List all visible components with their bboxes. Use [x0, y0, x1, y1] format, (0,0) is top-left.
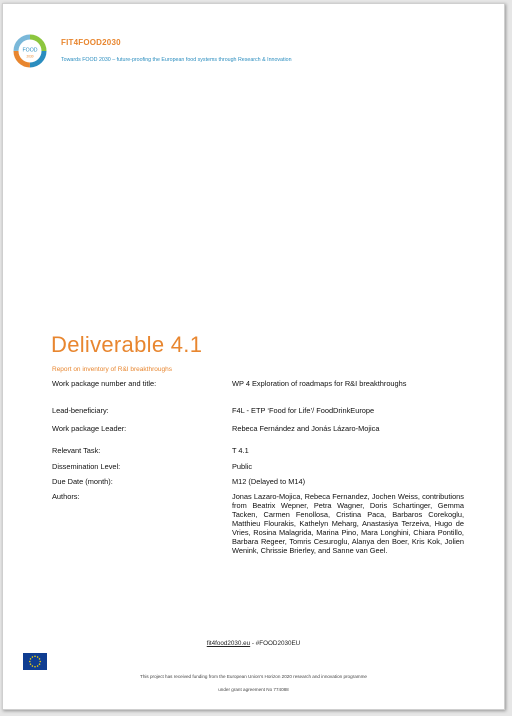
- eu-star-icon: [32, 656, 34, 658]
- funding-notice: [3, 670, 504, 696]
- eu-star-icon: [37, 656, 39, 658]
- meta-label: Relevant Task:: [52, 446, 101, 455]
- meta-value: T 4.1: [232, 446, 249, 455]
- meta-row-authors: [52, 492, 464, 555]
- eu-star-icon: [39, 661, 41, 663]
- hashtag: #FOOD2030EU: [255, 640, 301, 647]
- meta-label: Work package Leader:: [52, 424, 127, 433]
- eu-star-icon: [39, 663, 41, 665]
- footer-links: [3, 640, 504, 647]
- deliverable-title: Deliverable 4.1: [51, 332, 203, 357]
- meta-label: Lead-beneficiary:: [52, 406, 109, 415]
- meta-label: Authors:: [52, 492, 80, 501]
- meta-row-due-date: [52, 477, 464, 492]
- meta-label: Due Date (month):: [52, 477, 113, 486]
- document-page: [2, 3, 505, 710]
- eu-star-icon: [32, 665, 34, 667]
- logo-center-text: FOOD: [22, 47, 38, 54]
- meta-row-wp-leader: [52, 424, 464, 446]
- meta-row-dissemination: [52, 462, 464, 477]
- meta-label: Work package number and title:: [52, 379, 157, 388]
- fit4food-logo-icon: [13, 34, 47, 68]
- eu-flag-icon: [23, 653, 47, 670]
- logo-small-text: 2030: [26, 54, 34, 59]
- funding-line-1: This project has received funding from the European Union’s Horizon 2020 research and innovation programme: [140, 674, 367, 679]
- meta-row-lead-beneficiary: [52, 406, 464, 424]
- meta-value: WP 4 Exploration of roadmaps for R&I breakthroughs: [232, 379, 407, 388]
- meta-value: Jonas Lazaro-Mojica, Rebeca Fernandez, Jochen Weiss, contributions from Beatrix Wepner, Petra Wagner, Doris Schartinger, Gemma Tacken, Carmen Fenollosa, Cristina Paca, Barbaros Corekoglu, Matthieu Flourakis, Kathelyn Meharg, Anastasiya Terzeiva, Hugo de Vries, Rosina Malagrida, Marina Pino, Mara Longhini, Chiara Pontillo, Barbara Regeer, Tomris Cesuroglu, Alanya den Boer, Kris Kok, Jolien Wenink, Chrissie Brierley, and Sanne van Geel.: [232, 492, 464, 555]
- eu-star-icon: [34, 656, 36, 658]
- meta-row-relevant-task: [52, 446, 464, 462]
- eu-star-icon: [30, 663, 32, 665]
- meta-value: Public: [232, 462, 253, 471]
- eu-star-icon: [29, 661, 31, 663]
- footer-separator: -: [250, 640, 256, 647]
- website-link[interactable]: fit4food2030.eu: [206, 640, 251, 647]
- brand-tagline: Towards FOOD 2030 – future-proofing the European food systems through Research & Innovation: [61, 57, 292, 63]
- funding-line-2: under grant agreement No 774088: [218, 687, 289, 692]
- eu-star-icon: [30, 658, 32, 660]
- meta-label: Dissemination Level:: [52, 462, 121, 471]
- meta-value: Rebeca Fernández and Jonás Lázaro-Mojica: [232, 424, 380, 433]
- meta-value: M12 (Delayed to M14): [232, 477, 306, 486]
- metadata-table: [52, 379, 464, 555]
- meta-row-work-package: [52, 379, 464, 406]
- brand-title: FIT4FOOD2030: [61, 38, 121, 47]
- meta-value: F4L - ETP ‘Food for Life’/ FoodDrinkEurope: [232, 406, 375, 415]
- eu-star-icon: [39, 658, 41, 660]
- eu-star-icon: [34, 666, 36, 668]
- deliverable-subtitle: Report on inventory of R&I breakthroughs: [52, 366, 172, 373]
- eu-star-icon: [37, 665, 39, 667]
